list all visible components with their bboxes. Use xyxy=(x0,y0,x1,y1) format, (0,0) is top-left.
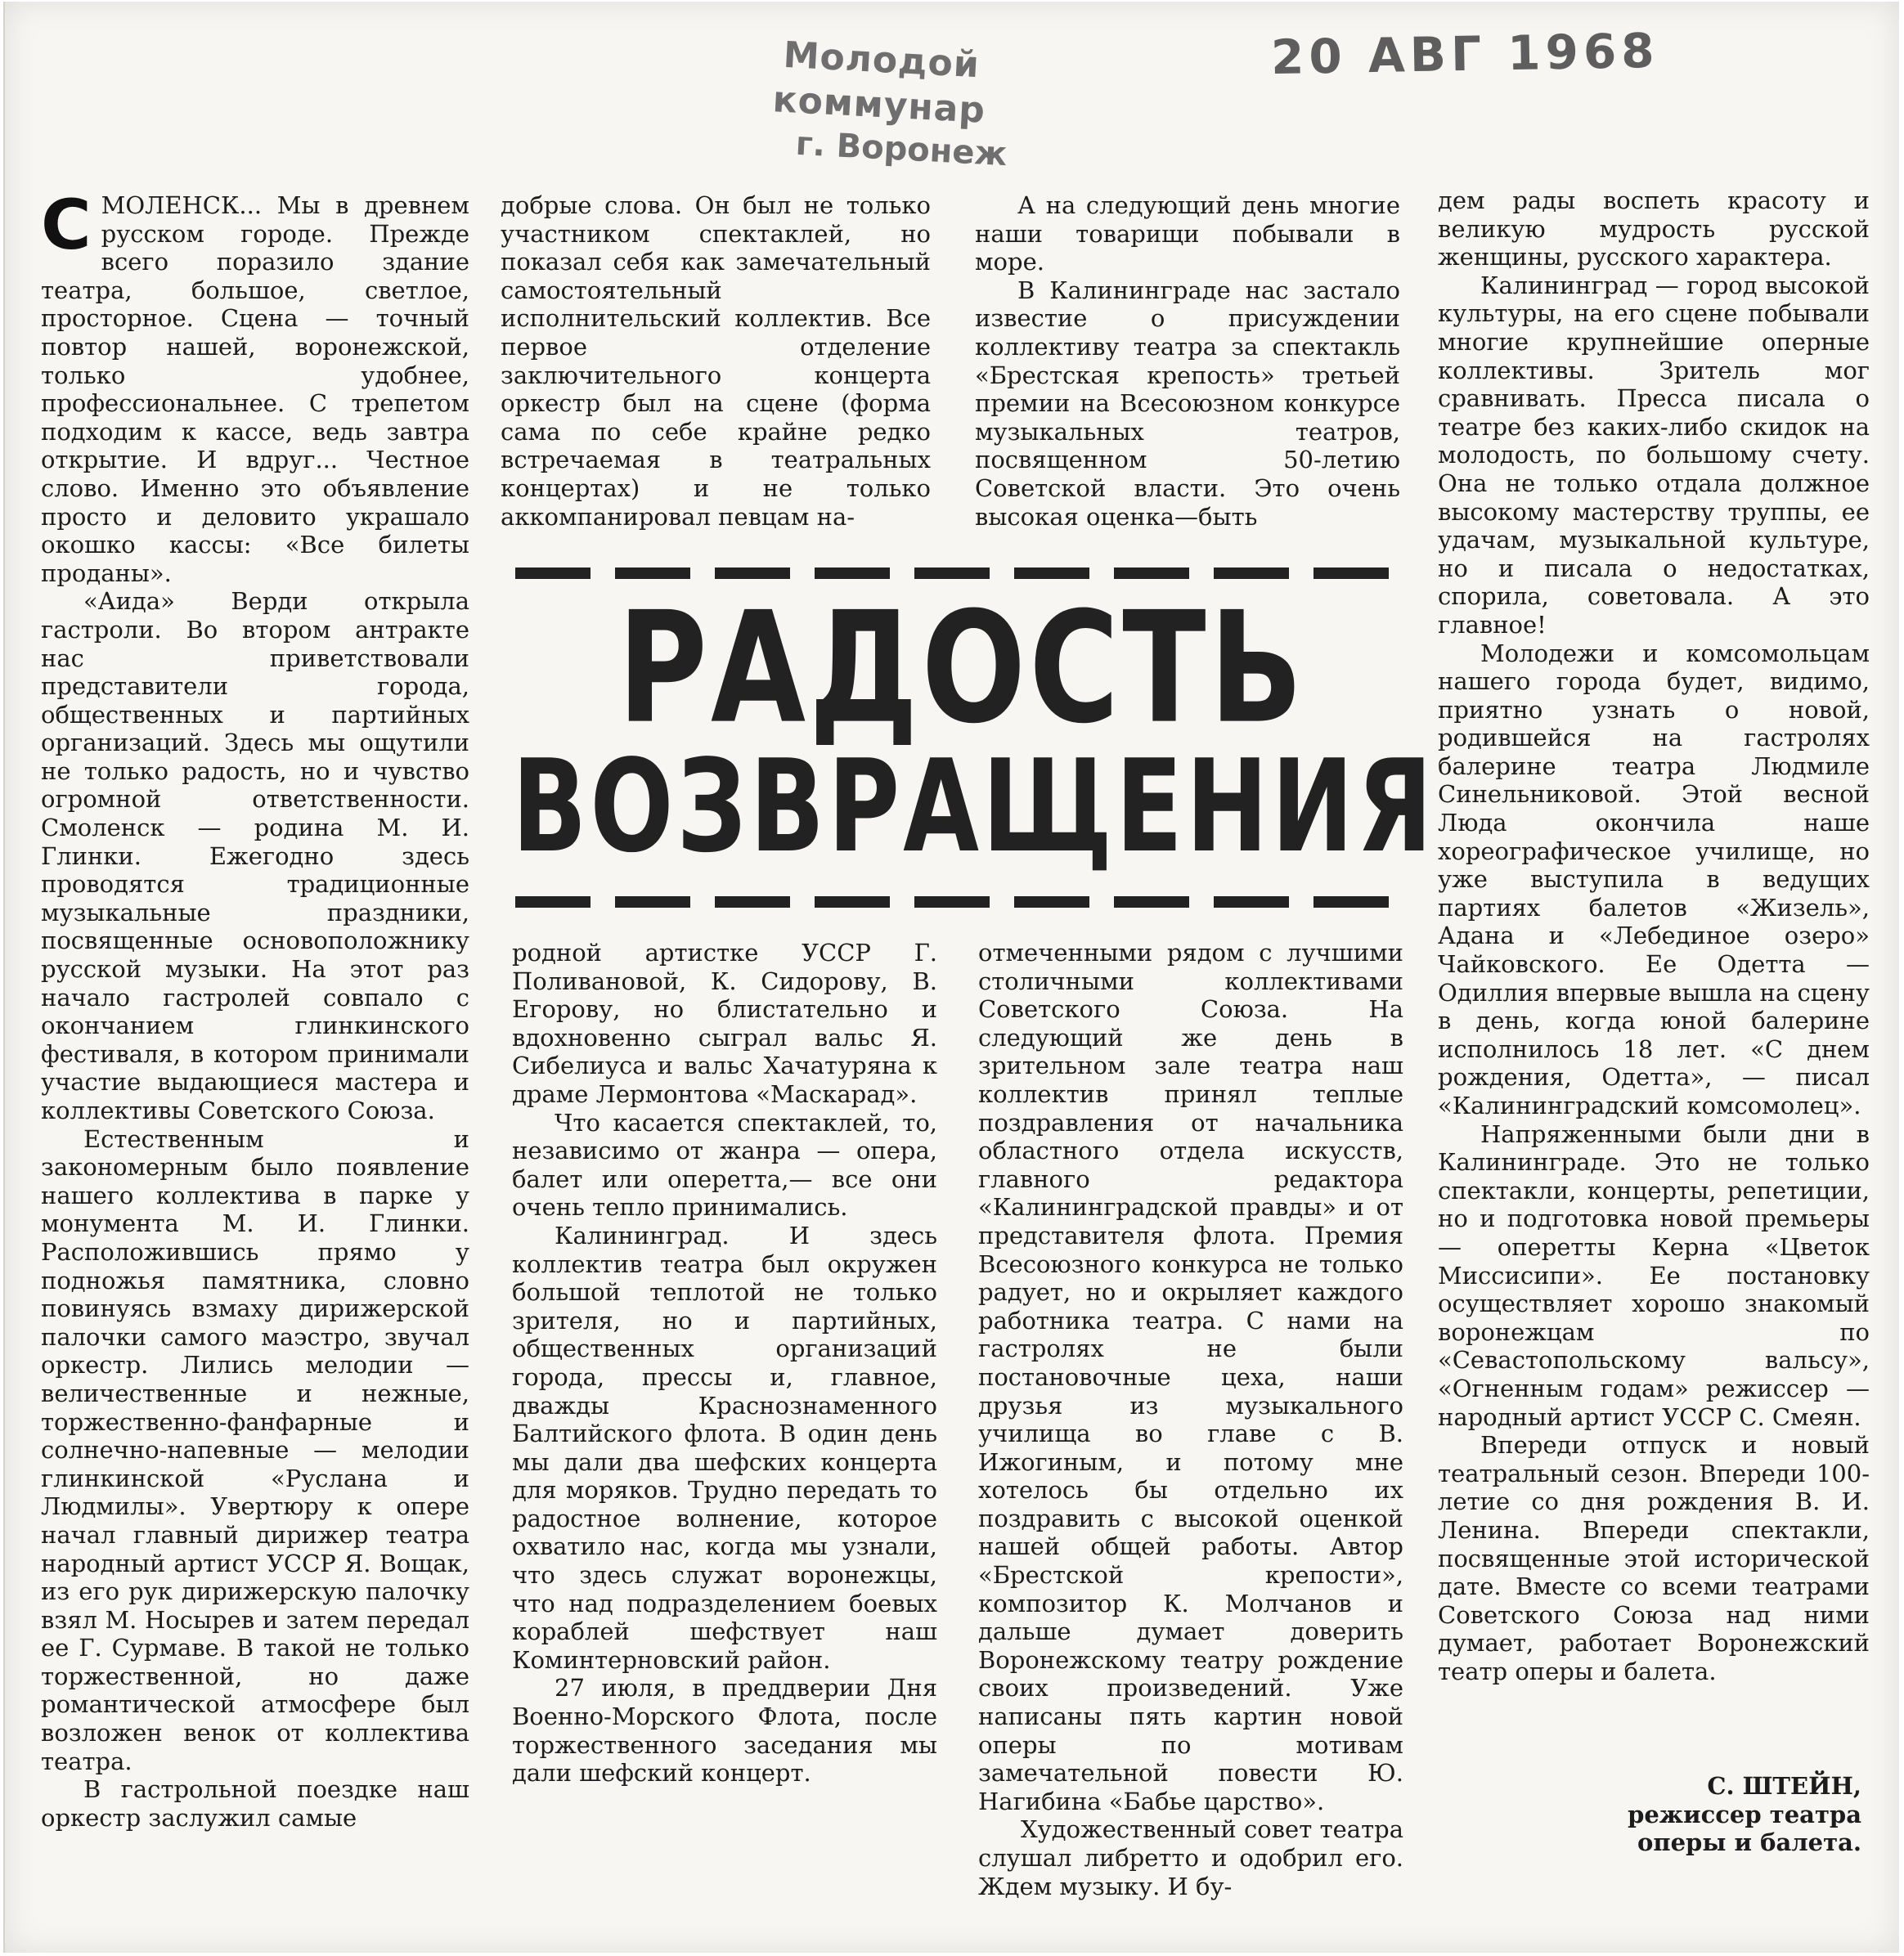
author-name: С. ШТЕЙН, xyxy=(1707,1772,1861,1800)
article-paragraph: Что касается спектаклей, то, независимо от жанра — опера, балет или оперетта,— все они очень тепло принимались. xyxy=(512,1108,937,1222)
drop-cap: С xyxy=(41,191,92,265)
article-paragraph: А на следующий день многие наши товарищи побывали в море. xyxy=(975,191,1400,276)
article-paragraph: Калининград. И здесь коллектив театра был окружен большой теплотой не только зрителя, но и партийных, общественных организаций города, прессы и, главное, дважды Краснознаменного Балтийского флота. В один день мы дали два шефских концерта для моряков. Трудно передать то радостное волнение, которое охватило нас, когда мы узнали, что здесь служат воронежцы, что над подразделением боевых кораблей шефствует наш Коминтерновский район. xyxy=(512,1221,937,1674)
headline-top-rule xyxy=(515,568,1408,579)
stamp-city: г. Воронеж xyxy=(794,124,1008,174)
article-paragraph: Естественным и закономерным было появление нашего коллектива в парке у монумента М. И. Глинки. Расположившись прямо у подножья памятника, словно повинуясь взмаху дирижерской палочки самого маэстро, звучал оркестр. Лились мелодии — величественные и нежные, торжественно-фанфарные и солнечно-напевные — мелодии глинкинской «Руслана и Людмилы». Увертюру к опере начал главный дирижер театра народный артист УССР Я. Вощак, из его рук дирижерскую палочку взял М. Носырев и затем передал ее Г. Сурмаве. В такой не только торжественной, но даже романтической атмосфере был возложен венок от коллектива театра. xyxy=(41,1124,469,1775)
article-paragraph: «Аида» Верди открыла гастроли. Во втором антракте нас приветствовали представители города, общественных и партийных организаций. Здесь мы ощутили не только радость, но и чувство огромной ответственности. Смоленск — родина М. И. Глинки. Ежегодно здесь проводятся традиционные музыкальные праздники, посвященные основоположнику русской музыки. На этот раз начало гастролей совпало с окончанием глинкинского фестиваля, в котором принимали участие выдающиеся мастера и коллективы Советского Союза. xyxy=(41,587,469,1124)
stamp-newspaper-name: Молодой коммунар xyxy=(771,34,987,132)
article-column-2-bottom xyxy=(512,939,937,1912)
article-headline xyxy=(512,580,1436,882)
headline-line-1: РАДОСТЬ xyxy=(617,580,1306,758)
article-paragraph: Молодежи и комсомольцам нашего города будет, видимо, приятно узнать о новой, родившейся на гастролях балерине театра Людмиле Синельниковой. Этой весной Люда окончила наше хореографическое училище, но уже выступила в ведущих партиях балетов «Жизель», Адана и «Лебединое озеро» Чайковского. Ее Одетта — Одиллия впервые вышла на сцену в день, когда юной балерине исполнилось 18 лет. «С днем рождения, Одетта», — писал «Калининградский комсомолец». xyxy=(1438,639,1870,1119)
article-column-2-top xyxy=(501,191,931,535)
article-paragraph: МОЛЕНСК... Мы в древнем русском городе. Прежде всего поразило здание театра, большое, светлое, просторное. Сцена — точный повтор нашей, воронежской, только удобнее, профессиональнее. С трепетом подходим к кассе, ведь завтра открытие. И вдруг... Честное слово. Именно это объявление просто и деловито украшало окошко кассы: «Все билеты проданы». xyxy=(41,191,469,587)
headline-line-2: ВОЗВРАЩЕНИЯ xyxy=(512,733,1436,882)
article-column-1 xyxy=(41,191,469,1917)
article-column-3-top xyxy=(975,191,1400,535)
article-paragraph: отмеченными рядом с лучшими столичными коллективами Советского Союза. На следующий же день в зрительном зале театра наш коллектив принял теплые поздравления от начальника областного отдела искусств, главного редактора «Калининградской правды» и от представителя флота. Премия Всесоюзного конкурса не только радует, но и окрыляет каждого работника театра. С нами на гастролях не были постановочные цеха, наши друзья из музыкального училища во главе с В. Ижогиным, и потому мне хотелось бы отдельно их поздравить с высокой оценкой нашей общей работы. Автор «Брестской крепости», композитор К. Молчанов и дальше думает доверить Воронежскому театру рождение своих произведений. Уже написаны пять картин новой оперы по мотивам замечательной повести Ю. Нагибина «Бабье царство». xyxy=(978,939,1403,1815)
article-paragraph: дем рады воспеть красоту и великую мудрость русской женщины, русского характера. xyxy=(1438,186,1870,271)
newspaper-clipping xyxy=(3,2,1899,1953)
headline-bottom-rule xyxy=(515,896,1408,908)
article-paragraph: Впереди отпуск и новый театральный сезон. Впереди 100-летие со дня рождения В. И. Ленина. Впереди спектакли, посвященные этой исторической дате. Вместе со всеми театрами Советского Союза над ними думает, работает Воронежский театр оперы и балета. xyxy=(1438,1431,1870,1685)
article-paragraph: В Калининграде нас застало известие о присуждении коллективу театра за спектакль «Брестская крепость» третьей премии на Всесоюзном конкурсе музыкальных театров, посвященном 50-летию Советской власти. Это очень высокая оценка—быть xyxy=(975,276,1400,531)
article-paragraph: Калининград — город высокой культуры, на его сцене побывали многие крупнейшие оперные коллективы. Зритель мог сравнивать. Пресса писала о театре без каких-либо скидок на молодость, по большому счету. Она не только отдала должное высокому мастерству труппы, ее удачам, музыкальной культуре, но и писала о недостатках, спорила, советовала. А это главное! xyxy=(1438,271,1870,639)
date-stamp: 20 АВГ 1968 xyxy=(1270,22,1660,86)
article-paragraph: Напряженными были дни в Калининграде. Это не только спектакли, концерты, репетиции, но и подготовка новой премьеры — оперетты Керна «Цветок Миссисипи». Ее постановку осуществляет хорошо знакомый воронежцам по «Севастопольскому вальсу», «Огненным годам» режиссер — народный артист УССР С. Смеян. xyxy=(1438,1119,1870,1431)
source-stamp xyxy=(684,28,1075,178)
article-paragraph: Художественный совет театра слушал либретто и одобрил его. Ждем музыку. И бу- xyxy=(978,1815,1403,1900)
article-column-4 xyxy=(1438,186,1870,1765)
author-role-line-1: режиссер театра xyxy=(1628,1800,1861,1828)
article-paragraph: родной артистке УССР Г. Поливановой, К. Сидорову, В. Егорову, но блистательно и вдохновенно сыграл вальс Я. Сибелиуса и вальс Хачатуряна к драме Лермонтова «Маскарад». xyxy=(512,939,937,1108)
author-role-line-2: оперы и балета. xyxy=(1637,1828,1861,1857)
author-signature xyxy=(1583,1772,1861,1857)
article-paragraph: 27 июля, в преддверии Дня Военно-Морского Флота, после торжественного заседания мы дали шефский концерт. xyxy=(512,1674,937,1788)
article-paragraph: В гастрольной поездке наш оркестр заслужил самые xyxy=(41,1775,469,1832)
article-paragraph: добрые слова. Он был не только участником спектаклей, но показал себя как замечательный самостоятельный исполнительский коллектив. Все первое отделение заключительного концерта оркестр был на сцене (форма сама по себе крайне редко встречаемая в театральных концертах) и не только аккомпанировал певцам на- xyxy=(501,191,931,531)
article-column-3-bottom xyxy=(978,939,1403,1912)
